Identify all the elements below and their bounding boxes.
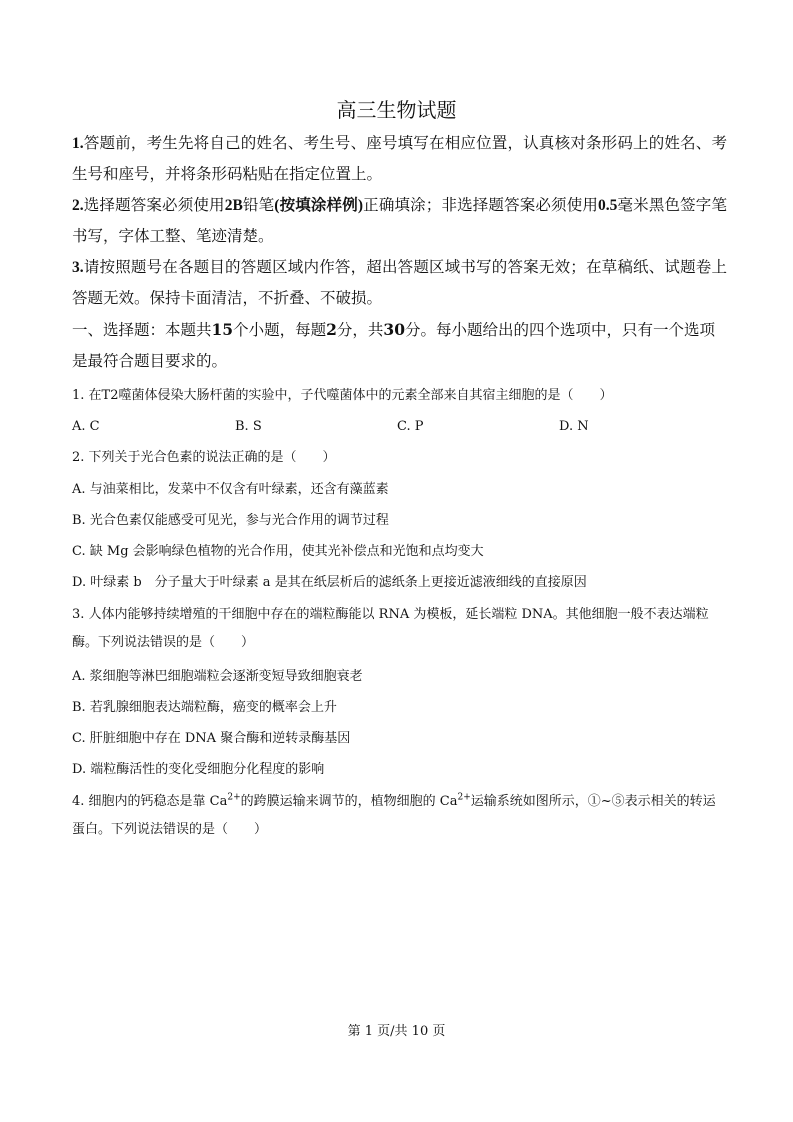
question-2-stem: 2. 下列关于光合色素的说法正确的是（ ） [72, 450, 336, 465]
instruction-2 [72, 190, 727, 252]
question-4-stem [72, 788, 727, 844]
question-2-option-b: B. 光合色素仅能感受可见光，参与光合作用的调节过程 [72, 513, 389, 528]
question-3-option-c: C. 肝脏细胞中存在 DNA 聚合酶和逆转录酶基因 [72, 731, 351, 746]
stem-text: 运输系统如图所示，①~⑤表示相关的转运蛋白。下列说法错误的是（ ） [72, 794, 716, 837]
superscript: 2+ [227, 792, 241, 803]
instruction-number: 3. [72, 259, 84, 276]
question-1-options [72, 413, 727, 441]
question-2-option-d: D. 叶绿素 b 分子量大于叶绿素 a 是其在纸层析后的滤纸条上更接近滤液细线的直接原因 [72, 575, 587, 590]
page-footer: 第 1 页/共 10 页 [347, 1024, 446, 1039]
section-text: 个小题，每题 [233, 321, 327, 339]
points-each: 2 [326, 320, 337, 339]
question-3-option-d: D. 端粒酶活性的变化受细胞分化程度的影响 [72, 762, 325, 777]
section-text: 分，共 [336, 321, 384, 339]
question-2-option-a: A. 与油菜相比，发菜中不仅含有叶绿素，还含有藻蓝素 [72, 482, 389, 497]
pen-size: 0.5 [598, 197, 618, 214]
instruction-text: 答题前，考生先将自己的姓名、考生号、座号填写在相应位置，认真核对条形码上的姓名、考生号和座号，并将条形码粘贴在指定位置上。 [72, 134, 727, 183]
question-3-stem: 3. 人体内能够持续增殖的干细胞中存在的端粒酶能以 RNA 为模板，延长端粒 DNA。其他细胞一般不表达端粒酶。下列说法错误的是（ ） [72, 607, 709, 650]
question-2-option-c: C. 缺 Mg 会影响绿色植物的光合作用，使其光补偿点和光饱和点均变大 [72, 544, 484, 559]
question-1-option-d: D. N [559, 419, 589, 434]
instruction-text: 正确填涂；非选择题答案必须使用 [363, 196, 598, 214]
instruction-number: 1. [72, 135, 84, 152]
question-count: 15 [211, 320, 234, 339]
points-total: 30 [383, 320, 405, 339]
instruction-number: 2. [72, 197, 84, 214]
question-1-option-c: C. P [397, 419, 424, 434]
stem-text: 4. 细胞内的钙稳态是靠 Ca [72, 794, 228, 809]
section-text: 分。每小题给出的四个选项中，只有一个选项是最符合题目要求的。 [72, 321, 716, 370]
instruction-text: 选择题答案必须使用 [83, 196, 225, 214]
question-1-option-a: A. C [72, 419, 100, 434]
instruction-text: 铅笔 [242, 196, 275, 214]
instruction-text: 毫米黑色签字笔书写，字体工整、笔迹清楚。 [72, 196, 727, 245]
question-3-option-a: A. 浆细胞等淋巴细胞端粒会逐渐变短导致细胞衰老 [72, 669, 363, 684]
question-1-option-b: B. S [235, 419, 262, 434]
instruction-text: 请按照题号在各题目的答题区域内作答，超出答题区域书写的答案无效；在草稿纸、试题卷上答题无效。保持卡面清洁，不折叠、不破损。 [72, 258, 727, 307]
pencil-grade: 2B [224, 197, 243, 214]
section-text: 一、选择题：本题共 [72, 321, 212, 339]
instruction-1 [72, 128, 727, 190]
superscript: 2+ [457, 792, 471, 803]
stem-text: 的跨膜运输来调节的，植物细胞的 Ca [240, 794, 458, 809]
instruction-3 [72, 252, 727, 314]
page-title: 高三生物试题 [336, 98, 457, 122]
question-1-stem: 1. 在T2噬菌体侵染大肠杆菌的实验中，子代噬菌体中的元素全部来自其宿主细胞的是（ ） [72, 388, 613, 403]
section-header [72, 314, 727, 377]
question-3-option-b: B. 若乳腺细胞表达端粒酶，癌变的概率会上升 [72, 700, 337, 715]
instruction-note: (按填涂样例) [274, 197, 364, 214]
